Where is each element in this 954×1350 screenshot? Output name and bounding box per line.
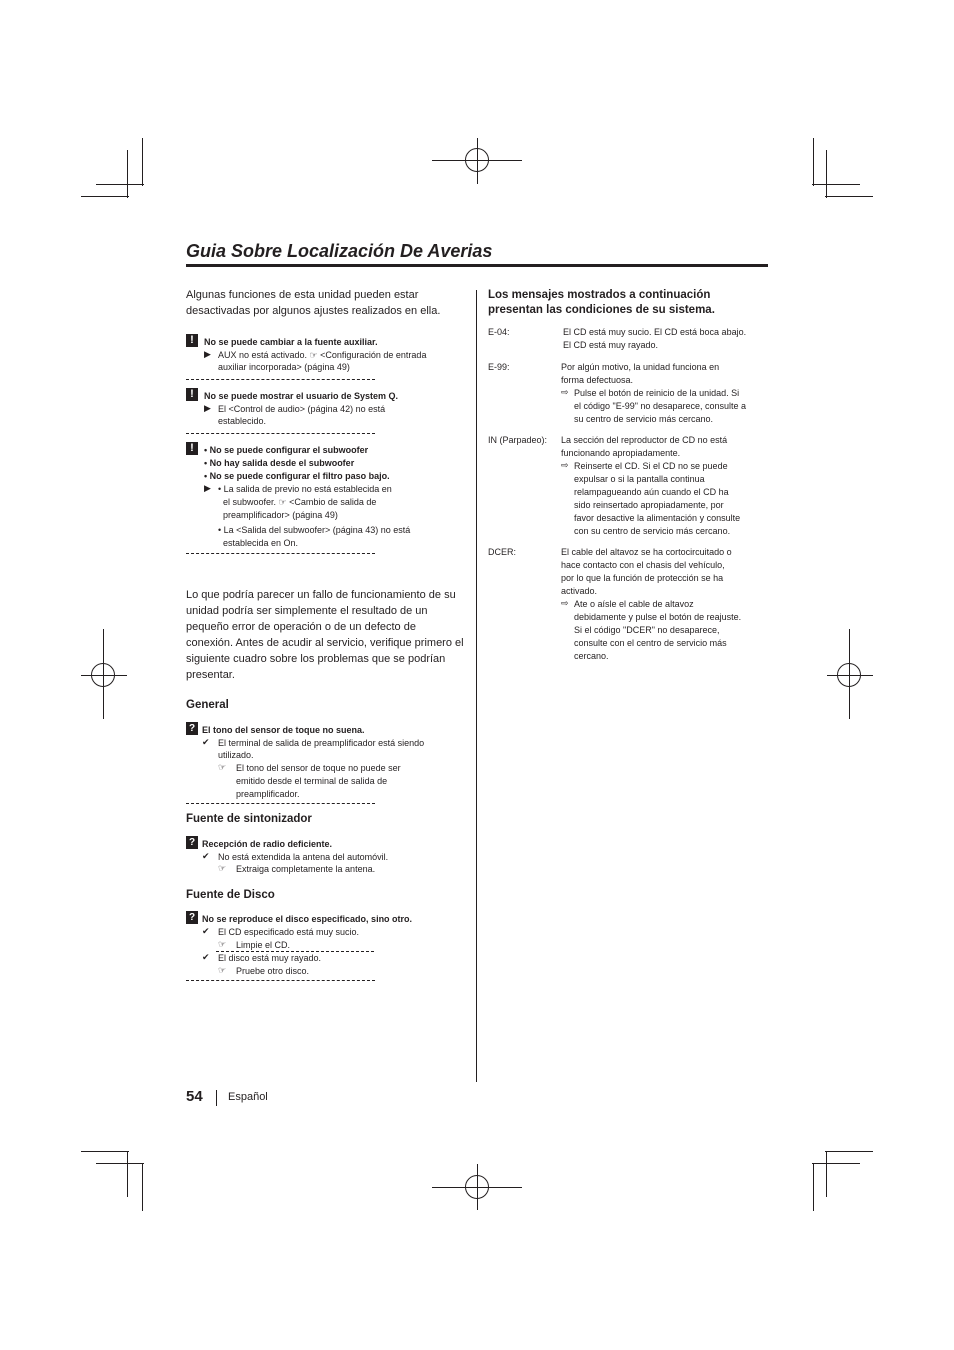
remedy-text: con su centro de servicio más cercano.	[574, 526, 731, 536]
remedy-text: consulte con el centro de servicio más	[574, 638, 727, 648]
remedy-text: Pruebe otro disco.	[236, 966, 310, 976]
error-text: forma defectuosa.	[561, 375, 634, 385]
divider	[186, 980, 375, 981]
remedy-text: Reinserte el CD. Si el CD no se puede	[574, 461, 728, 471]
remedy-text: Limpie el CD.	[236, 940, 291, 950]
pointing-hand-icon: ☞	[218, 965, 227, 975]
cause-text: • La <Salida del subwoofer> (página 43) no está	[218, 525, 411, 535]
remedy-text: Extraiga completamente la antena.	[236, 864, 376, 874]
remedy-text: Ate o aísle el cable de altavoz	[574, 599, 694, 609]
page-title: Guia Sobre Localización De Averias	[186, 241, 493, 261]
cause-text: establecida en On.	[223, 538, 299, 548]
cause-text: No está extendida la antena del automóvil.	[218, 852, 389, 862]
remedy-text: Si el código "DCER" no desaparece,	[574, 625, 720, 635]
remedy-text: cercano.	[574, 651, 609, 661]
exclamation-icon: !	[186, 388, 198, 401]
cause-text: AUX no está activado. ☞ <Configuración de entrada	[218, 350, 427, 360]
cause-text: utilizado.	[218, 750, 254, 760]
cause-text: El CD especificado está muy sucio.	[218, 927, 360, 937]
problem-text: • No hay salida desde el subwoofer	[204, 458, 355, 468]
error-text: por lo que la función de protección se ha	[561, 573, 724, 583]
cause-text: El disco está muy rayado.	[218, 953, 322, 963]
error-text: activado.	[561, 586, 598, 596]
check-icon: ✔	[202, 926, 210, 936]
cause-text: el subwoofer. ☞ <Cambio de salida de	[223, 497, 377, 507]
exclamation-icon: !	[186, 442, 198, 455]
pointing-hand-icon: ☞	[218, 939, 227, 949]
problem-text: No se puede mostrar el usuario de System Q.	[204, 391, 399, 401]
arrow-icon: ⇨	[561, 460, 569, 470]
language-label: Español	[228, 1091, 268, 1103]
arrow-right-icon: ▶	[204, 349, 211, 359]
question-icon: ?	[186, 722, 198, 735]
divider	[186, 379, 375, 380]
error-text: Por algún motivo, la unidad funciona en	[561, 362, 720, 372]
remedy-text: preamplificador.	[236, 789, 300, 799]
remedy-text: El tono del sensor de toque no puede ser	[236, 763, 401, 773]
error-e99	[488, 361, 778, 431]
cause-text: auxiliar incorporada> (página 49)	[218, 362, 350, 372]
error-text: hace contacto con el chasis del vehículo,	[561, 560, 725, 570]
arrow-right-icon: ▶	[204, 483, 211, 493]
remedy-text: emitido desde el terminal de salida de	[236, 776, 388, 786]
title-rule	[186, 264, 768, 267]
error-text: funcionando apropiadamente.	[561, 448, 681, 458]
error-text: El cable del altavoz se ha cortocircuitado o	[561, 547, 732, 557]
exclamation-icon: !	[186, 334, 198, 347]
cause-text: El <Control de audio> (página 42) no está	[218, 404, 386, 414]
section-heading-general: General	[186, 699, 229, 711]
heading-line: presentan las condiciones de su sistema.	[488, 304, 715, 316]
problem-text: Recepción de radio deficiente.	[202, 839, 333, 849]
left-column	[186, 287, 466, 319]
error-text: El CD está muy rayado.	[563, 340, 659, 350]
arrow-right-icon: ▶	[204, 403, 211, 413]
remedy-text: relampagueando aún cuando el CD ha	[574, 487, 729, 497]
error-text: El CD está muy sucio. El CD está boca abajo.	[563, 327, 747, 337]
pointing-hand-icon: ☞	[218, 863, 227, 873]
troubleshooting-intro	[186, 587, 466, 683]
arrow-icon: ⇨	[561, 387, 569, 397]
remedy-text: su centro de servicio más cercano.	[574, 414, 714, 424]
divider	[186, 553, 375, 554]
section-heading-tuner: Fuente de sintonizador	[186, 813, 312, 825]
error-dcer	[488, 546, 778, 666]
divider	[186, 433, 375, 434]
error-in	[488, 434, 778, 538]
question-icon: ?	[186, 836, 198, 849]
problem-text: No se reproduce el disco especificado, sino otro.	[202, 914, 413, 924]
remedy-text: Pulse el botón de reinicio de la unidad. Si	[574, 388, 740, 398]
pointing-hand-icon: ☞	[218, 762, 227, 772]
remedy-text: debidamente y pulse el botón de reajuste.	[574, 612, 742, 622]
remedy-text: expulsar o si la pantalla continua	[574, 474, 705, 484]
error-code: DCER:	[488, 547, 517, 557]
error-e04	[488, 326, 778, 354]
cause-text: establecido.	[218, 416, 267, 426]
intro-text: Algunas funciones de esta unidad pueden estar desactivadas por algunos ajustes realizados en ella.	[186, 289, 441, 317]
divider	[186, 803, 375, 804]
error-messages-heading	[488, 288, 778, 318]
error-code: E-99:	[488, 362, 510, 372]
check-icon: ✔	[202, 851, 210, 861]
cause-text: • La salida de previo no está establecida en	[218, 484, 392, 494]
remedy-text: el código "E-99" no desaparece, consulte a	[574, 401, 747, 411]
page-number: 54	[186, 1088, 203, 1105]
problem-text: El tono del sensor de toque no suena.	[202, 725, 365, 735]
problem-text: • No se puede configurar el subwoofer	[204, 445, 369, 455]
check-icon: ✔	[202, 737, 210, 747]
remedy-text: sido reinsertado apropiadamente, por	[574, 500, 724, 510]
section-heading-disc: Fuente de Disco	[186, 889, 275, 901]
error-code: IN (Parpadeo):	[488, 435, 548, 445]
error-code: E-04:	[488, 327, 510, 337]
problem-text: • No se puede configurar el filtro paso bajo.	[204, 471, 390, 481]
question-icon: ?	[186, 911, 198, 924]
arrow-icon: ⇨	[561, 598, 569, 608]
heading-line: Los mensajes mostrados a continuación	[488, 289, 711, 301]
troubleshooting-paragraph: Lo que podría parecer un fallo de funcionamiento de su unidad podría ser simplemente el resultado de un pequeño error de operación o de un defecto de conexión. Antes de acudir al servicio, verifique primero el siguiente cuadro sobre los problemas que se podrían presentar.	[186, 589, 464, 681]
footer-separator	[216, 1090, 217, 1106]
check-icon: ✔	[202, 952, 210, 962]
problem-text: No se puede cambiar a la fuente auxiliar.	[204, 337, 378, 347]
remedy-text: favor desactive la alimentación y consulte	[574, 513, 741, 523]
cause-text: preamplificador> (página 49)	[223, 510, 338, 520]
cause-text: El terminal de salida de preamplificador está siendo	[218, 738, 425, 748]
error-text: La sección del reproductor de CD no está	[561, 435, 728, 445]
column-divider	[476, 290, 477, 1082]
